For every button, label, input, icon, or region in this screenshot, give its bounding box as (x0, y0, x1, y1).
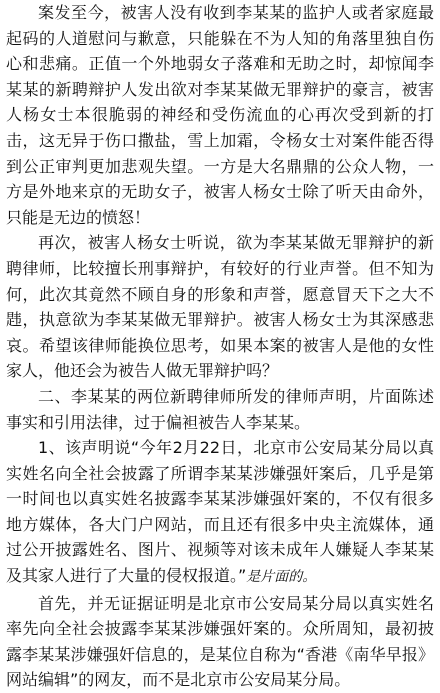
paragraph-5: 首先，并无证据证明是北京市公安局某分局以真实姓名率先向全社会披露李某某涉嫌强奸案的。众所周知，最初披露李某某涉嫌强奸信息的，是某位自称为“香港《南华早报》网站编辑”的网友，而不是北京市公安局某分局。 (6, 593, 434, 690)
paragraph-1: 案发至今，被害人没有收到李某某的监护人或者家庭最起码的人道慰问与歉意，只能躲在不为人知的角落里独自伤心和悲痛。正值一个外地弱女子落难和无助之时，却惊闻李某某的新聘辩护人发出欲对李某某做无罪辩护的豪言，被害人杨女士本很脆弱的神经和受伤流血的心再次受到新的打击，这无异于伤口撒盐，雪上加霜，令杨女士对案件能否得到公正审判更加悲观失望。一方是大名鼎鼎的公众人物，一方是外地来京的无助女子，被害人杨女士除了听天由命外，只能是无边的愤怒！ (6, 3, 434, 227)
paragraph-4-text: 1、该声明说“今年2月22日，北京市公安局某分局以真实姓名向全社会披露了所谓李某某涉嫌强奸案后，几乎是第一时间也以真实姓名披露李某某涉嫌强奸案的，不仅有很多地方媒体，各大门户网站，而且还有很多中央主流媒体，通过公开披露姓名、图片、视频等对该未成年人嫌疑人李某某及其家人进行了大量的侵权报道。” (6, 438, 434, 586)
paragraph-3: 二、李某某的两位新聘律师所发的律师声明，片面陈述事实和引用法律，过于偏袒被告人李某某。 (6, 386, 434, 432)
paragraph-2: 再次，被害人杨女士听说，欲为李某某做无罪辩护的新聘律师，比较擅长刑事辩护，有较好的行业声誉。但不知为何，此次其竟然不顾自身的形象和声誉，愿意冒天下之大不韪，执意欲为李某某做无罪辩护。被害人杨女士为其深感悲哀。希望该律师能换位思考，如果本案的被害人是他的女性家人，他还会为被告人做无罪辩护吗？ (6, 233, 434, 381)
paragraph-4 (6, 435, 434, 591)
paragraph-4-note: 是片面的。 (246, 569, 317, 586)
